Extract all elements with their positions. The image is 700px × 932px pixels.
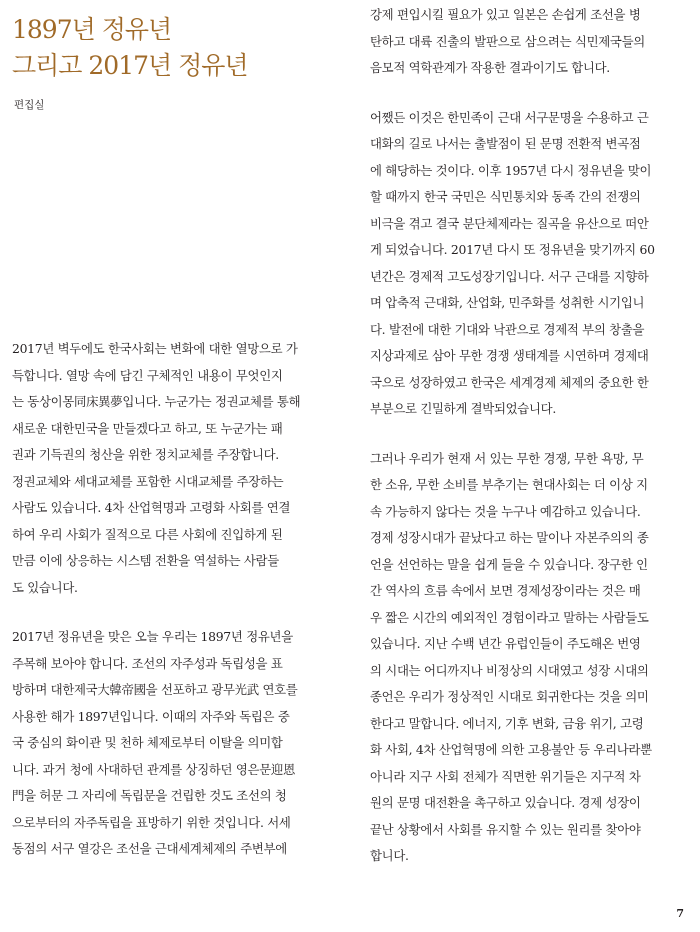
text-line: 게 되었습니다. 2017년 다시 또 정유년을 맞기까지 60 <box>370 242 655 257</box>
text-line: 새로운 대한민국을 만들겠다고 하고, 또 누군가는 패 <box>12 420 283 436</box>
text-line: 사람도 있습니다. 4차 산업혁명과 고령화 사회를 연결 <box>12 500 291 515</box>
text-line: 우 짧은 시간의 예외적인 경험이라고 말하는 사람들도 <box>370 609 649 625</box>
article-title <box>12 12 248 84</box>
text-line: 門을 허문 그 자리에 독립문을 건립한 것도 조선의 청 <box>12 788 287 803</box>
text-line: 속 가능하지 않다는 것을 누구나 예감하고 있습니다. <box>370 503 641 519</box>
text-line: 만큼 이에 상응하는 시스템 전환을 역설하는 사람들 <box>12 553 279 568</box>
text-line: 아니라 지구 사회 전체가 직면한 위기들은 지구적 차 <box>370 768 641 784</box>
paragraph <box>370 446 690 870</box>
paragraph <box>370 2 690 82</box>
text-line: 도 있습니다. <box>12 579 78 595</box>
text-line: 언을 선언하는 말을 쉽게 들을 수 있습니다. 장구한 인 <box>370 556 648 572</box>
text-line: 방하며 대한제국大韓帝國을 선포하고 광무光武 연호를 <box>12 682 298 697</box>
paragraph <box>12 624 332 863</box>
text-line: 다. 발전에 대한 기대와 낙관으로 경제적 부의 창출을 <box>370 321 645 337</box>
text-line: 니다. 과거 청에 사대하던 관계를 상징하던 영은문迎恩 <box>12 761 296 777</box>
text-line: 2017년 벽두에도 한국사회는 변화에 대한 열망으로 가 <box>12 341 298 356</box>
text-line: 그러나 우리가 현재 서 있는 무한 경쟁, 무한 욕망, 무 <box>370 450 644 466</box>
text-line: 득합니다. 열망 속에 담긴 구체적인 내용이 무엇인지 <box>12 367 283 383</box>
article-title-line2: 그리고 2017년 정유년 <box>12 51 248 80</box>
right-column <box>370 2 690 893</box>
text-line: 화 사회, 4차 산업혁명에 의한 고용불안 등 우리나라뿐 <box>370 742 652 757</box>
text-line: 합니다. <box>370 848 409 863</box>
text-line: 며 압축적 근대화, 산업화, 민주화를 성취한 시기입니 <box>370 295 645 310</box>
text-line: 국 중심의 화이관 및 천하 체제로부터 이탈을 의미합 <box>12 735 283 750</box>
text-line: 간 역사의 흐름 속에서 보면 경제성장이라는 것은 매 <box>370 583 641 598</box>
text-line: 으로부터의 자주독립을 표방하기 위한 것입니다. 서세 <box>12 814 291 830</box>
text-line: 주목해 보아야 합니다. 조선의 자주성과 독립성을 표 <box>12 655 283 671</box>
text-line: 국으로 성장하였고 한국은 세계경제 체제의 중요한 한 <box>370 374 649 390</box>
text-line: 정권교체와 세대교체를 포함한 시대교체를 주장하는 <box>12 473 284 489</box>
text-line: 비극을 겪고 결국 분단체제라는 질곡을 유산으로 떠안 <box>370 215 649 231</box>
text-line: 할 때까지 한국 국민은 식민통치와 동족 간의 전쟁의 <box>370 189 641 204</box>
text-line: 부분으로 긴밀하게 결박되었습니다. <box>370 401 556 416</box>
text-line: 경제 성장시대가 끝났다고 하는 말이나 자본주의의 종 <box>370 530 649 545</box>
text-line: 사용한 해가 1897년입니다. 이때의 자주와 독립은 중 <box>12 708 290 724</box>
paragraph <box>370 105 690 423</box>
text-line: 어쨌든 이것은 한민족이 근대 서구문명을 수용하고 근 <box>370 109 649 125</box>
page-number: 7 <box>676 907 684 920</box>
text-line: 탄하고 대륙 진출의 발판으로 삼으려는 식민제국들의 <box>370 33 645 49</box>
text-line: 권과 기득권의 청산을 위한 정치교체를 주장합니다. <box>12 447 279 462</box>
text-line: 한다고 말합니다. 에너지, 기후 변화, 금융 위기, 고령 <box>370 715 644 731</box>
text-line: 강제 편입시킬 필요가 있고 일본은 손쉽게 조선을 병 <box>370 7 641 22</box>
article-title-line1: 1897년 정유년 <box>12 15 172 44</box>
paragraph <box>12 336 332 601</box>
text-line: 지상과제로 삼아 무한 경쟁 생태계를 시연하며 경제대 <box>370 348 649 363</box>
text-line: 종언은 우리가 정상적인 시대로 회귀한다는 것을 의미 <box>370 689 649 704</box>
text-line: 는 동상이몽同床異夢입니다. 누군가는 정권교체를 통해 <box>12 394 301 409</box>
author-byline: 편집실 <box>14 99 45 111</box>
text-line: 원의 문명 대전환을 촉구하고 있습니다. 경제 성장이 <box>370 795 641 810</box>
text-line: 한 소유, 무한 소비를 부추기는 현대사회는 더 이상 지 <box>370 477 648 492</box>
left-column <box>12 336 332 886</box>
text-line: 대화의 길로 나서는 출발점이 된 문명 전환적 변곡점 <box>370 136 641 151</box>
text-line: 동점의 서구 열강은 조선을 근대세계체제의 주변부에 <box>12 841 287 856</box>
text-line: 음모적 역학관계가 작용한 결과이기도 합니다. <box>370 60 610 75</box>
text-line: 하여 우리 사회가 질적으로 다른 사회에 진입하게 된 <box>12 526 283 542</box>
text-line: 에 해당하는 것이다. 이후 1957년 다시 정유년을 맞이 <box>370 162 652 178</box>
text-line: 있습니다. 지난 수백 년간 유럽인들이 주도해온 번영 <box>370 636 641 651</box>
text-line: 년간은 경제적 고도성장기입니다. 서구 근대를 지향하 <box>370 268 649 284</box>
text-line: 의 시대는 어디까지나 비정상의 시대였고 성장 시대의 <box>370 662 649 678</box>
text-line: 2017년 정유년을 맞은 오늘 우리는 1897년 정유년을 <box>12 629 293 644</box>
text-line: 끝난 상황에서 사회를 유지할 수 있는 원리를 찾아야 <box>370 821 641 837</box>
